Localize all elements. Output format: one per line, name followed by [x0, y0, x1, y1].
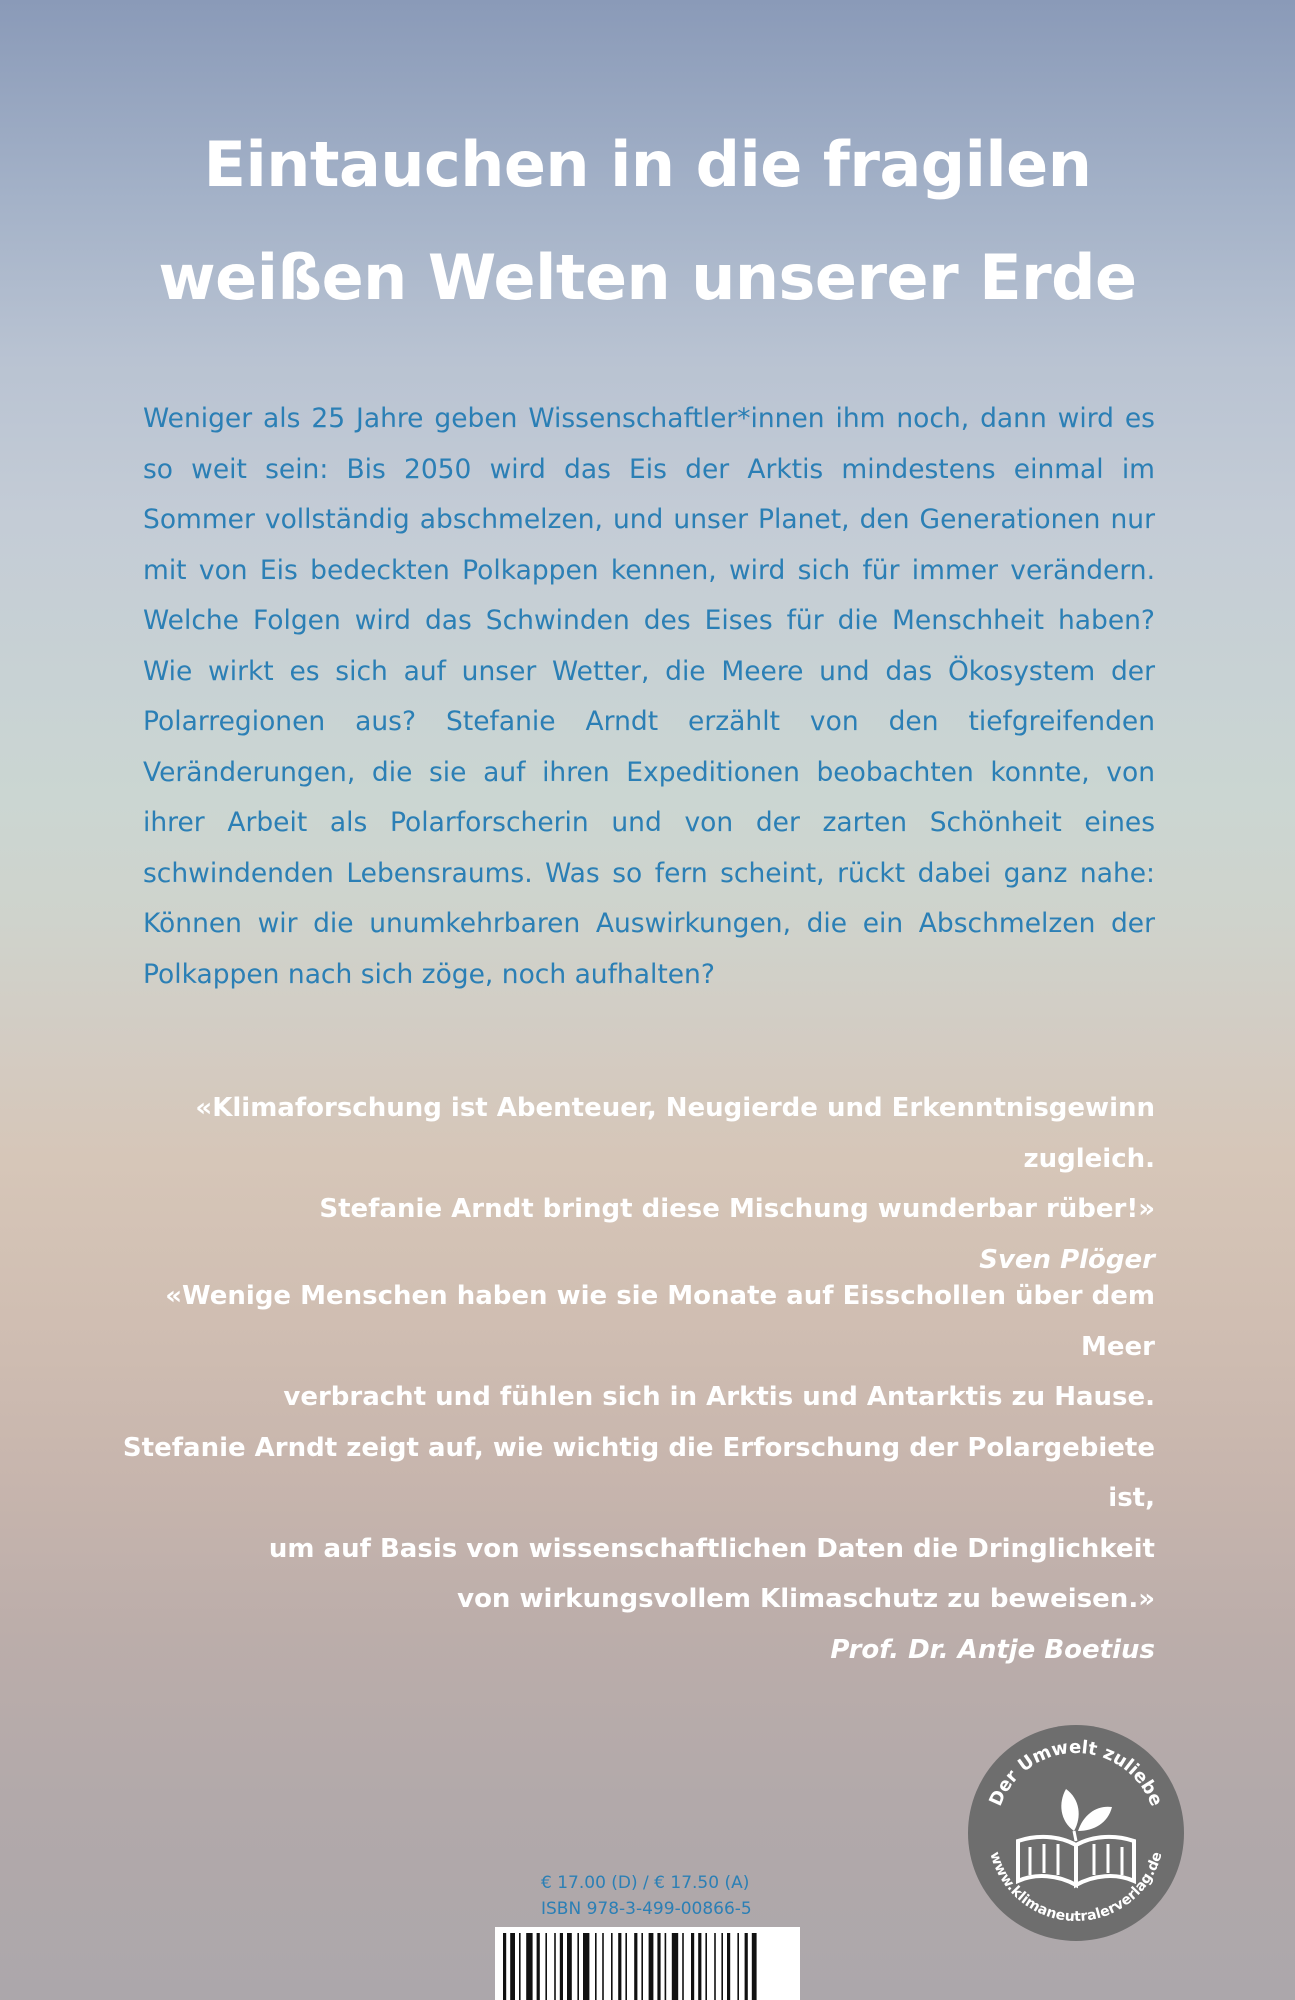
barcode-bar: [595, 1933, 597, 2000]
barcode-bar: [649, 1933, 654, 2000]
price-text: € 17.00 (D) / € 17.50 (A): [541, 1873, 750, 1893]
quote-author: Sven Plöger: [979, 1244, 1155, 1275]
barcode-bar: [526, 1933, 532, 2000]
barcode-bar: [641, 1933, 643, 2000]
cover-headline: [0, 108, 1295, 334]
barcode-bar: [545, 1933, 547, 2000]
seal-bottom-text: www.klimaneutralerverlag.de: [986, 1849, 1166, 1926]
barcode-bar: [567, 1933, 572, 2000]
barcode-bar: [583, 1933, 589, 2000]
headline-line-1: Eintauchen in die fragilen: [203, 128, 1092, 201]
quote-sven-ploeger: [105, 1083, 1155, 1285]
isbn-text: ISBN 978-3-499-00866-5: [541, 1899, 752, 1919]
headline-line-2: weißen Welten unserer Erde: [158, 241, 1137, 314]
barcode-bar: [727, 1933, 730, 2000]
barcode-bar: [537, 1933, 540, 2000]
quote-line: Stefanie Arndt bringt diese Mischung wunderbar rüber!»: [319, 1194, 1155, 1224]
barcode-bar: [625, 1933, 627, 2000]
barcode-bar: [698, 1933, 701, 2000]
barcode-bar: [611, 1933, 613, 2000]
barcode-bar: [691, 1933, 694, 2000]
quote-line: «Wenige Menschen haben wie sie Monate auf Eisschollen über dem Meer: [165, 1281, 1155, 1362]
barcode: [495, 1927, 800, 2000]
price-isbn-block: [541, 1870, 752, 1922]
barcode-bar: [634, 1933, 637, 2000]
barcode-bar: [577, 1933, 579, 2000]
barcode-bar: [602, 1933, 604, 2000]
barcode-bar: [737, 1933, 739, 2000]
barcode-bar: [672, 1933, 678, 2000]
barcode-bar: [714, 1933, 716, 2000]
quote-line: «Klimaforschung ist Abenteuer, Neugierde und Erkenntnisgewinn zugleich.: [195, 1093, 1155, 1174]
barcode-bar: [752, 1933, 757, 2000]
barcode-bar: [519, 1933, 521, 2000]
seal-top-text: Der Umwelt zuliebe: [985, 1736, 1167, 1810]
barcode-bar: [560, 1933, 563, 2000]
quote-line: verbracht und fühlen sich in Arktis und Antarktis zu Hause.: [283, 1382, 1155, 1412]
barcode-bar: [503, 1933, 506, 2000]
barcode-bar: [510, 1933, 515, 2000]
barcode-bar: [721, 1933, 723, 2000]
quote-line: Stefanie Arndt zeigt auf, wie wichtig die Erforschung der Polargebiete ist,: [122, 1432, 1155, 1513]
barcode-bar: [618, 1933, 621, 2000]
quote-author: Prof. Dr. Antje Boetius: [830, 1634, 1155, 1665]
quote-line: von wirkungsvollem Klimaschutz zu beweisen.»: [457, 1584, 1155, 1614]
barcode-bar: [657, 1933, 660, 2000]
quote-antje-boetius: [105, 1271, 1155, 1675]
blurb-text: Weniger als 25 Jahre geben Wissenschaftler*innen ihm noch, dann wird es so weit sein: Bis 2050 wird das Eis der Arktis mindestens einmal im Sommer vollständig abschmelzen, und unser Planet, den Generationen nur mit von Eis bedeckten Polkappen kennen, wird sich für immer verändern. Welche Folgen wird das Schwinden des Eises für die Menschheit haben? Wie wirkt es sich auf unser Wetter, die Meere und das Ökosystem der Polarregionen aus? Stefanie Arndt erzählt von den tiefgreifenden Veränderungen, die sie auf ihren Expeditionen beobachten konnte, von ihrer Arbeit als Polarforscherin und von der zarten Schönheit eines schwindenden Lebensraums. Was so fern scheint, rückt dabei ganz nahe: Können wir die unumkehrbaren Auswirkungen, die ein Abschmelzen der Polkappen nach sich zöge, noch aufhalten?: [143, 403, 1155, 990]
barcode-bar: [682, 1933, 684, 2000]
barcode-bar: [705, 1933, 707, 2000]
quote-line: um auf Basis von wissenschaftlichen Daten die Dringlichkeit: [268, 1533, 1155, 1564]
barcode-bar: [665, 1933, 667, 2000]
climate-neutral-seal: [966, 1723, 1186, 1943]
barcode-bar: [554, 1933, 556, 2000]
barcode-bar: [745, 1933, 748, 2000]
